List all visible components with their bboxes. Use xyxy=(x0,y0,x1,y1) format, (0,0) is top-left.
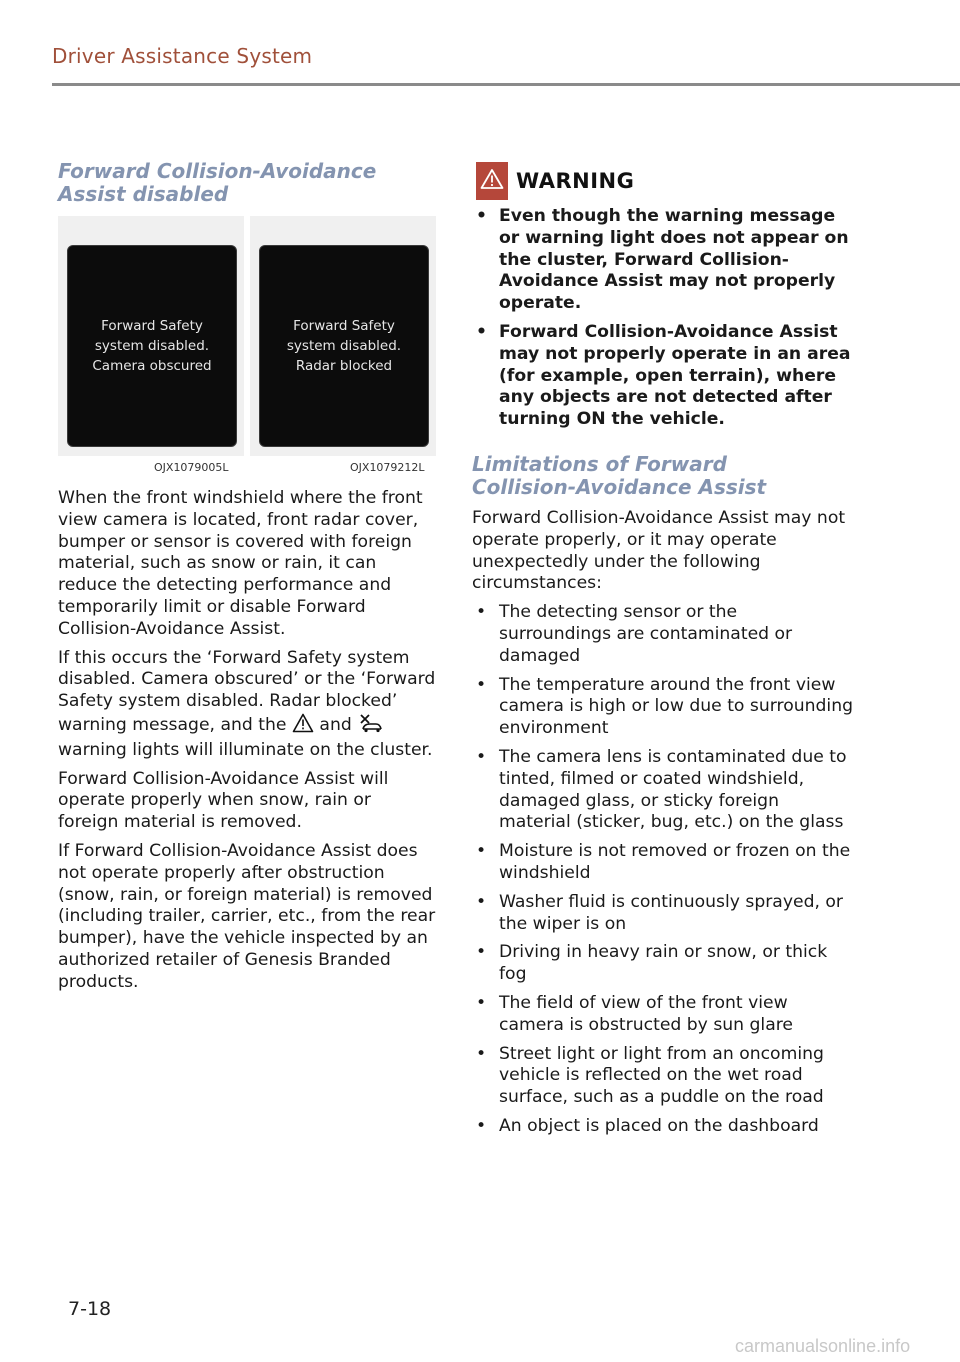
cluster-images xyxy=(58,216,436,478)
list-item-text: Street light or light from an oncoming vehicle is reflected on the wet road surface, such as a puddle on the road xyxy=(499,1043,824,1108)
list-item xyxy=(472,206,854,315)
list-item-text: The camera lens is contaminated due to tinted, filmed or coated windshield, damaged glass, or sticky foreign material (sticker, bug, etc.) on the glass xyxy=(499,746,847,833)
paragraph: If Forward Collision-Avoidance Assist does not operate properly after obstruction (snow, rain, or foreign material) is removed (including trailer, carrier, etc., from the rear bumper), have the vehicle inspected by an authorized retailer of Genesis Branded products. xyxy=(58,840,436,992)
forward-collision-warning-icon xyxy=(357,713,383,740)
image-code: OJX1079212L xyxy=(350,461,425,474)
list-item-text: Even though the warning message or warning light does not appear on the cluster, Forward Collision-Avoidance Assist may not properly operate. xyxy=(499,206,849,314)
list-item xyxy=(472,322,854,431)
list-item xyxy=(472,747,854,834)
cluster-message: Forward Safety system disabled. Camera obscured xyxy=(92,318,212,374)
list-item-text: The detecting sensor or the surroundings are contaminated or damaged xyxy=(499,602,793,666)
header-divider xyxy=(52,83,960,86)
list-item-text: Moisture is not removed or frozen on the windshield xyxy=(499,841,851,883)
paragraph-warning-lights xyxy=(58,648,436,762)
paragraph-text: warning lights will illuminate on the cluster. xyxy=(58,739,433,760)
list-item xyxy=(472,942,854,986)
running-header-title: Driver Assistance System xyxy=(52,44,313,68)
bullet-icon: • xyxy=(476,1043,487,1064)
image-code: OJX1079005L xyxy=(154,461,229,474)
list-item-text: The temperature around the front view camera is high or low due to surrounding environment xyxy=(499,674,853,739)
paragraph: When the front windshield where the front view camera is located, front radar cover, bumper or sensor is covered with foreign material, such as snow or rain, it can reduce the detecting performance and temporarily limit or disable Forward Collision-Avoidance Assist. xyxy=(58,488,423,639)
bullet-icon: • xyxy=(476,942,487,963)
list-item-text: Forward Collision-Avoidance Assist may not properly operate in an area (for example, open terrain), where any objects are not detected after turning ON the vehicle. xyxy=(499,321,851,430)
cluster-message: Forward Safety system disabled. Radar blocked xyxy=(286,318,402,374)
bullet-icon: • xyxy=(476,841,487,862)
warning-triangle-icon xyxy=(480,168,504,194)
bullet-icon: • xyxy=(476,321,487,342)
list-item xyxy=(472,602,854,667)
warning-header xyxy=(476,160,854,202)
warning-title: WARNING xyxy=(516,169,635,193)
list-item xyxy=(472,1044,854,1109)
list-item xyxy=(472,675,854,740)
watermark: carmanualsonline.info xyxy=(735,1336,911,1356)
limitations-list xyxy=(472,602,854,1138)
list-item xyxy=(472,892,854,936)
bullet-icon: • xyxy=(476,746,487,767)
list-item xyxy=(472,993,854,1037)
section-heading-limitations: Limitations of Forward Collision-Avoidance Assist xyxy=(472,451,767,499)
page-number: 7-18 xyxy=(68,1298,112,1320)
bullet-icon: • xyxy=(476,602,487,623)
list-item-text: The field of view of the front view camera is obstructed by sun glare xyxy=(499,992,793,1035)
paragraph: Forward Collision-Avoidance Assist may not operate properly, or it may operate unexpectedly under the following circumstances: xyxy=(472,507,846,594)
warning-badge xyxy=(476,162,508,200)
paragraph: Forward Collision-Avoidance Assist will operate properly when snow, rain or foreign material is removed. xyxy=(58,768,389,833)
cluster-screen xyxy=(67,245,237,447)
warning-list xyxy=(472,206,854,431)
bullet-icon: • xyxy=(476,1115,487,1136)
paragraph-text: If this occurs the ‘Forward Safety system disabled. Camera obscured’ or the ‘Forward Safety system disabled. Radar blocked’ warning message, and the xyxy=(58,647,436,735)
bullet-icon: • xyxy=(476,891,487,912)
section-heading-fcaa-disabled: Forward Collision-Avoidance Assist disabled xyxy=(58,159,377,206)
paragraph-text: and xyxy=(319,714,352,735)
left-column xyxy=(58,160,436,1001)
bullet-icon: • xyxy=(476,674,487,695)
list-item-text: An object is placed on the dashboard xyxy=(499,1115,819,1136)
right-column xyxy=(472,160,854,1145)
list-item-text: Washer fluid is continuously sprayed, or the wiper is on xyxy=(499,891,844,934)
list-item-text: Driving in heavy rain or snow, or thick fog xyxy=(499,942,828,985)
cluster-image-camera-obscured xyxy=(58,216,244,456)
cluster-image-radar-blocked xyxy=(250,216,436,456)
list-item xyxy=(472,1116,854,1138)
bullet-icon: • xyxy=(476,992,487,1013)
list-item xyxy=(472,841,854,885)
warning-triangle-icon xyxy=(292,713,314,740)
cluster-screen xyxy=(259,245,429,447)
bullet-icon: • xyxy=(476,206,487,226)
